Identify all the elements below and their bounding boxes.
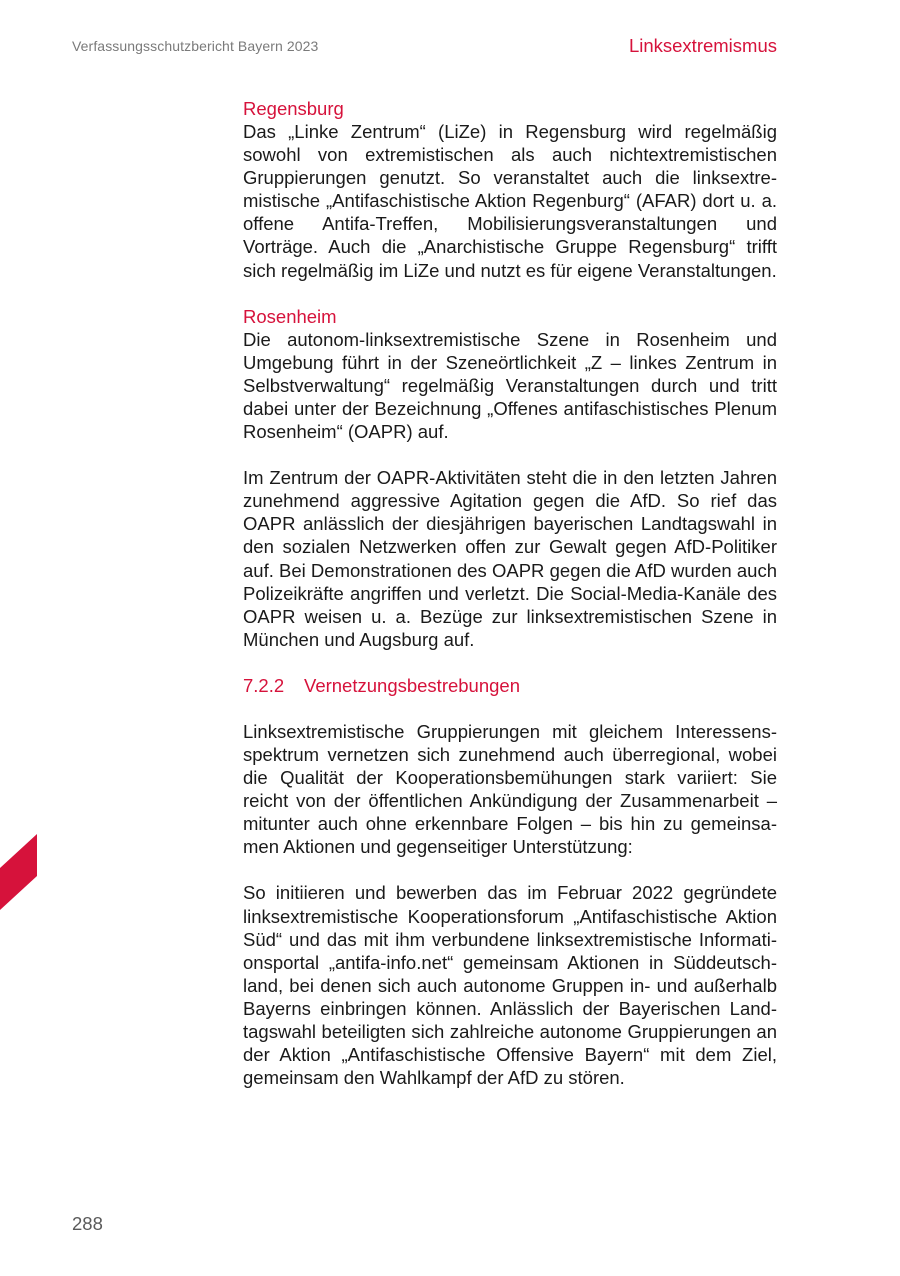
- main-content: [243, 97, 777, 1089]
- section-heading-rosenheim: Rosenheim: [243, 305, 337, 327]
- running-header-title: Verfassungsschutzbericht Bayern 2023: [72, 38, 319, 54]
- subchapter-title: Vernetzungsbestrebungen: [304, 674, 521, 696]
- subchapter-number: 7.2.2: [243, 674, 285, 696]
- paragraph-vernetzung-1: Linksextremistische Gruppierungen mit gleichem Interessensspektrum vernetzen sich zunehmend auch überregional, wobei die Qualität der Kooperationsbemühungen stark variiert: Sie reicht von der öffentlichen Ankündigung der Zusammenarbeit – mitunter auch ohne erkennbare Folgen – bis hin zu gemeinsamen Aktionen und gegenseitiger Unterstützung:: [243, 720, 777, 858]
- paragraph-regensburg: Das „Linke Zentrum“ (LiZe) in Regensburg wird regelmäßig sowohl von extremistischen als auch nichtextremistischen Gruppierungen genutzt. So veranstaltet auch die linksextremistische „Antifaschistische Aktion Regenburg“ (AFAR) dort u. a. offene Antifa-Treffen, Mobilisierungsveranstaltungen und Vorträge. Auch die „Anarchistische Gruppe Regensburg“ trifft sich regelmäßig im LiZe und nutzt es für eigene Veranstaltungen.: [243, 121, 777, 281]
- page-number: 288: [72, 1213, 103, 1234]
- chapter-marker-shape: [0, 834, 37, 910]
- paragraph-vernetzung-2: So initiieren und bewerben das im Februar 2022 gegründete linksextremistische Kooperationsforum „Antifaschistische Aktion Süd“ und das mit ihm verbundene linksextremistische Informationsportal „antifa-info.net“ gemeinsam Aktionen in Süddeutschland, bei denen sich auch autonome Gruppen in- und außerhalb Bayerns einbringen können. Anlässlich der Bayerischen Landtagswahl beteiligten sich zahlreiche autonome Gruppierungen an der Aktion „Antifaschistische Offensive Bayern“ mit dem Ziel, gemeinsam den Wahlkampf der AfD zu stören.: [243, 882, 777, 1089]
- chapter-title: Linksextremismus: [628, 35, 777, 56]
- subchapter-heading: [243, 674, 777, 697]
- paragraph-rosenheim-1: Die autonom-linksextremistische Szene in Rosenheim und Umgebung führt in der Szeneörtlichkeit „Z – linkes Zentrum in Selbstverwaltung“ regelmäßig Veranstaltungen durch und tritt dabei unter der Bezeichnung „Offenes antifaschistisches Plenum Rosenheim“ (OAPR) auf.: [243, 328, 777, 443]
- paragraph-rosenheim-2: Im Zentrum der OAPR-Aktivitäten steht die in den letzten Jahren zunehmend aggressive Agitation gegen die AfD. So rief das OAPR anlässlich der diesjährigen bayerischen Landtagswahl in den sozialen Netzwerken offen zur Gewalt gegen AfD-Politiker auf. Bei Demonstrationen des OAPR gegen die AfD wurden auch Polizeikräfte angriffen und verletzt. Die Social-Media-Kanäle des OAPR weisen u. a. Bezüge zur linksextremistischen Szene in München und Augsburg auf.: [243, 467, 777, 650]
- section-heading-regensburg: Regensburg: [243, 98, 344, 119]
